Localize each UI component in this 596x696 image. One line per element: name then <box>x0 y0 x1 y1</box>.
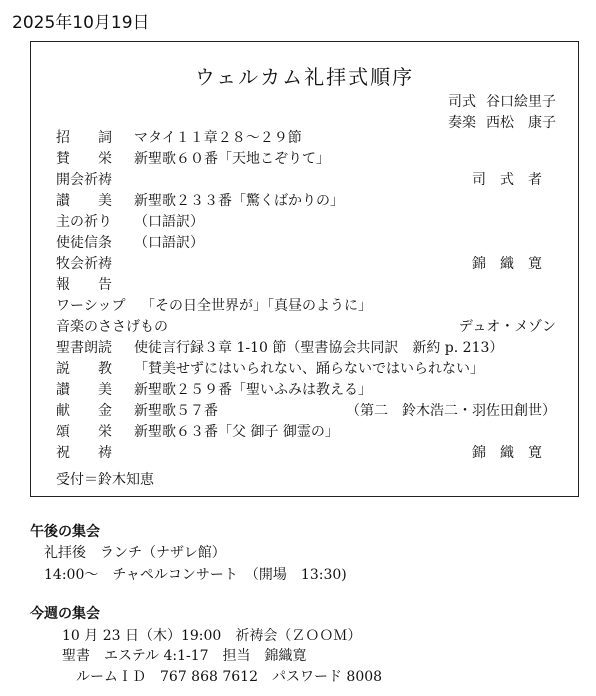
weekly-line: ルームＩＤ 767 868 7612 パスワード 8008 <box>76 669 383 685</box>
item-content: 新聖歌２３３番「驚くばかりの」 <box>134 193 344 209</box>
afternoon-line: 礼拝後 ランチ（ナザレ館） <box>44 545 226 561</box>
item-label: 聖書朗読 <box>56 340 112 356</box>
item-content: 新聖歌６０番「天地こぞりて」 <box>134 151 330 167</box>
bulletin-date: 2025年10月19日 <box>12 13 150 33</box>
item-label: 使徒信条 <box>56 235 112 251</box>
item-leader: 錦 織 寛 <box>472 256 542 272</box>
service-title: ウェルカム礼拝式順序 <box>194 65 415 89</box>
service-item <box>56 170 556 190</box>
service-item <box>56 443 556 463</box>
item-label: 讃 美 <box>56 382 112 398</box>
service-item <box>56 128 556 148</box>
item-leader: デュオ・メゾン <box>458 319 556 335</box>
service-item <box>56 254 556 274</box>
staff-role: 司式 <box>448 94 476 110</box>
item-content: 「その日全世界が」「真昼のように」 <box>134 298 372 314</box>
item-label: ワーシップ <box>56 298 126 314</box>
item-label: 祝 祷 <box>56 445 112 461</box>
item-leader: 司 式 者 <box>472 172 542 188</box>
item-leader: 錦 織 寛 <box>472 445 542 461</box>
item-content: （口語訳） <box>134 235 204 251</box>
service-item <box>56 233 556 253</box>
item-content: 新聖歌５７番 <box>134 403 218 419</box>
staff-name: 谷口絵里子 <box>486 94 556 110</box>
item-label: 讃 美 <box>56 193 112 209</box>
item-label: 賛 栄 <box>56 151 112 167</box>
item-label: 頌 栄 <box>56 424 112 440</box>
service-item <box>56 359 556 379</box>
service-item <box>56 149 556 169</box>
service-item <box>56 401 556 421</box>
item-content: 新聖歌６３番「父 御子 御霊の」 <box>134 424 339 440</box>
item-label: 報 告 <box>56 277 112 293</box>
item-leader: （第二 鈴木浩二・羽佐田創世） <box>346 403 556 419</box>
service-item <box>56 317 556 337</box>
service-item <box>56 212 556 232</box>
service-item <box>56 191 556 211</box>
item-label: 主の祈り <box>56 214 112 230</box>
service-item <box>56 422 556 442</box>
weekly-line: 10 月 23 日（木）19:00 祈祷会（ＺＯＯＭ） <box>62 628 362 644</box>
weekly-line: 聖書 エステル 4:1-17 担当 錦織寛 <box>62 648 307 664</box>
service-item <box>56 296 556 316</box>
service-item <box>56 275 556 295</box>
item-content: （口語訳） <box>134 214 204 230</box>
staff-name: 西松 康子 <box>486 115 556 131</box>
item-label: 開会祈祷 <box>56 172 112 188</box>
item-label: 招 詞 <box>56 130 112 146</box>
staff-role: 奏楽 <box>448 115 476 131</box>
weekly-section-title: 今週の集会 <box>30 606 100 622</box>
service-item <box>56 380 556 400</box>
afternoon-line: 14:00～ チャペルコンサート （開場 13:30) <box>44 567 347 583</box>
item-label: 献 金 <box>56 403 112 419</box>
staff-presider <box>448 91 556 111</box>
item-content: 「賛美せずにはいられない、踊らないではいられない」 <box>134 361 484 377</box>
item-label: 音楽のささげもの <box>56 319 168 335</box>
item-label: 牧会祈祷 <box>56 256 112 272</box>
reception-note: 受付＝鈴木知恵 <box>56 472 154 488</box>
item-label: 説 教 <box>56 361 112 377</box>
afternoon-section-title: 午後の集会 <box>30 524 100 540</box>
service-item <box>56 338 556 358</box>
item-content: 使徒言行録３章 1-10 節（聖書協会共同訳 新約 p. 213） <box>134 340 504 356</box>
item-content: 新聖歌２５９番「聖いふみは教える」 <box>134 382 372 398</box>
order-of-service-box <box>30 41 579 497</box>
item-content: マタイ１１章２８～２９節 <box>134 130 302 146</box>
